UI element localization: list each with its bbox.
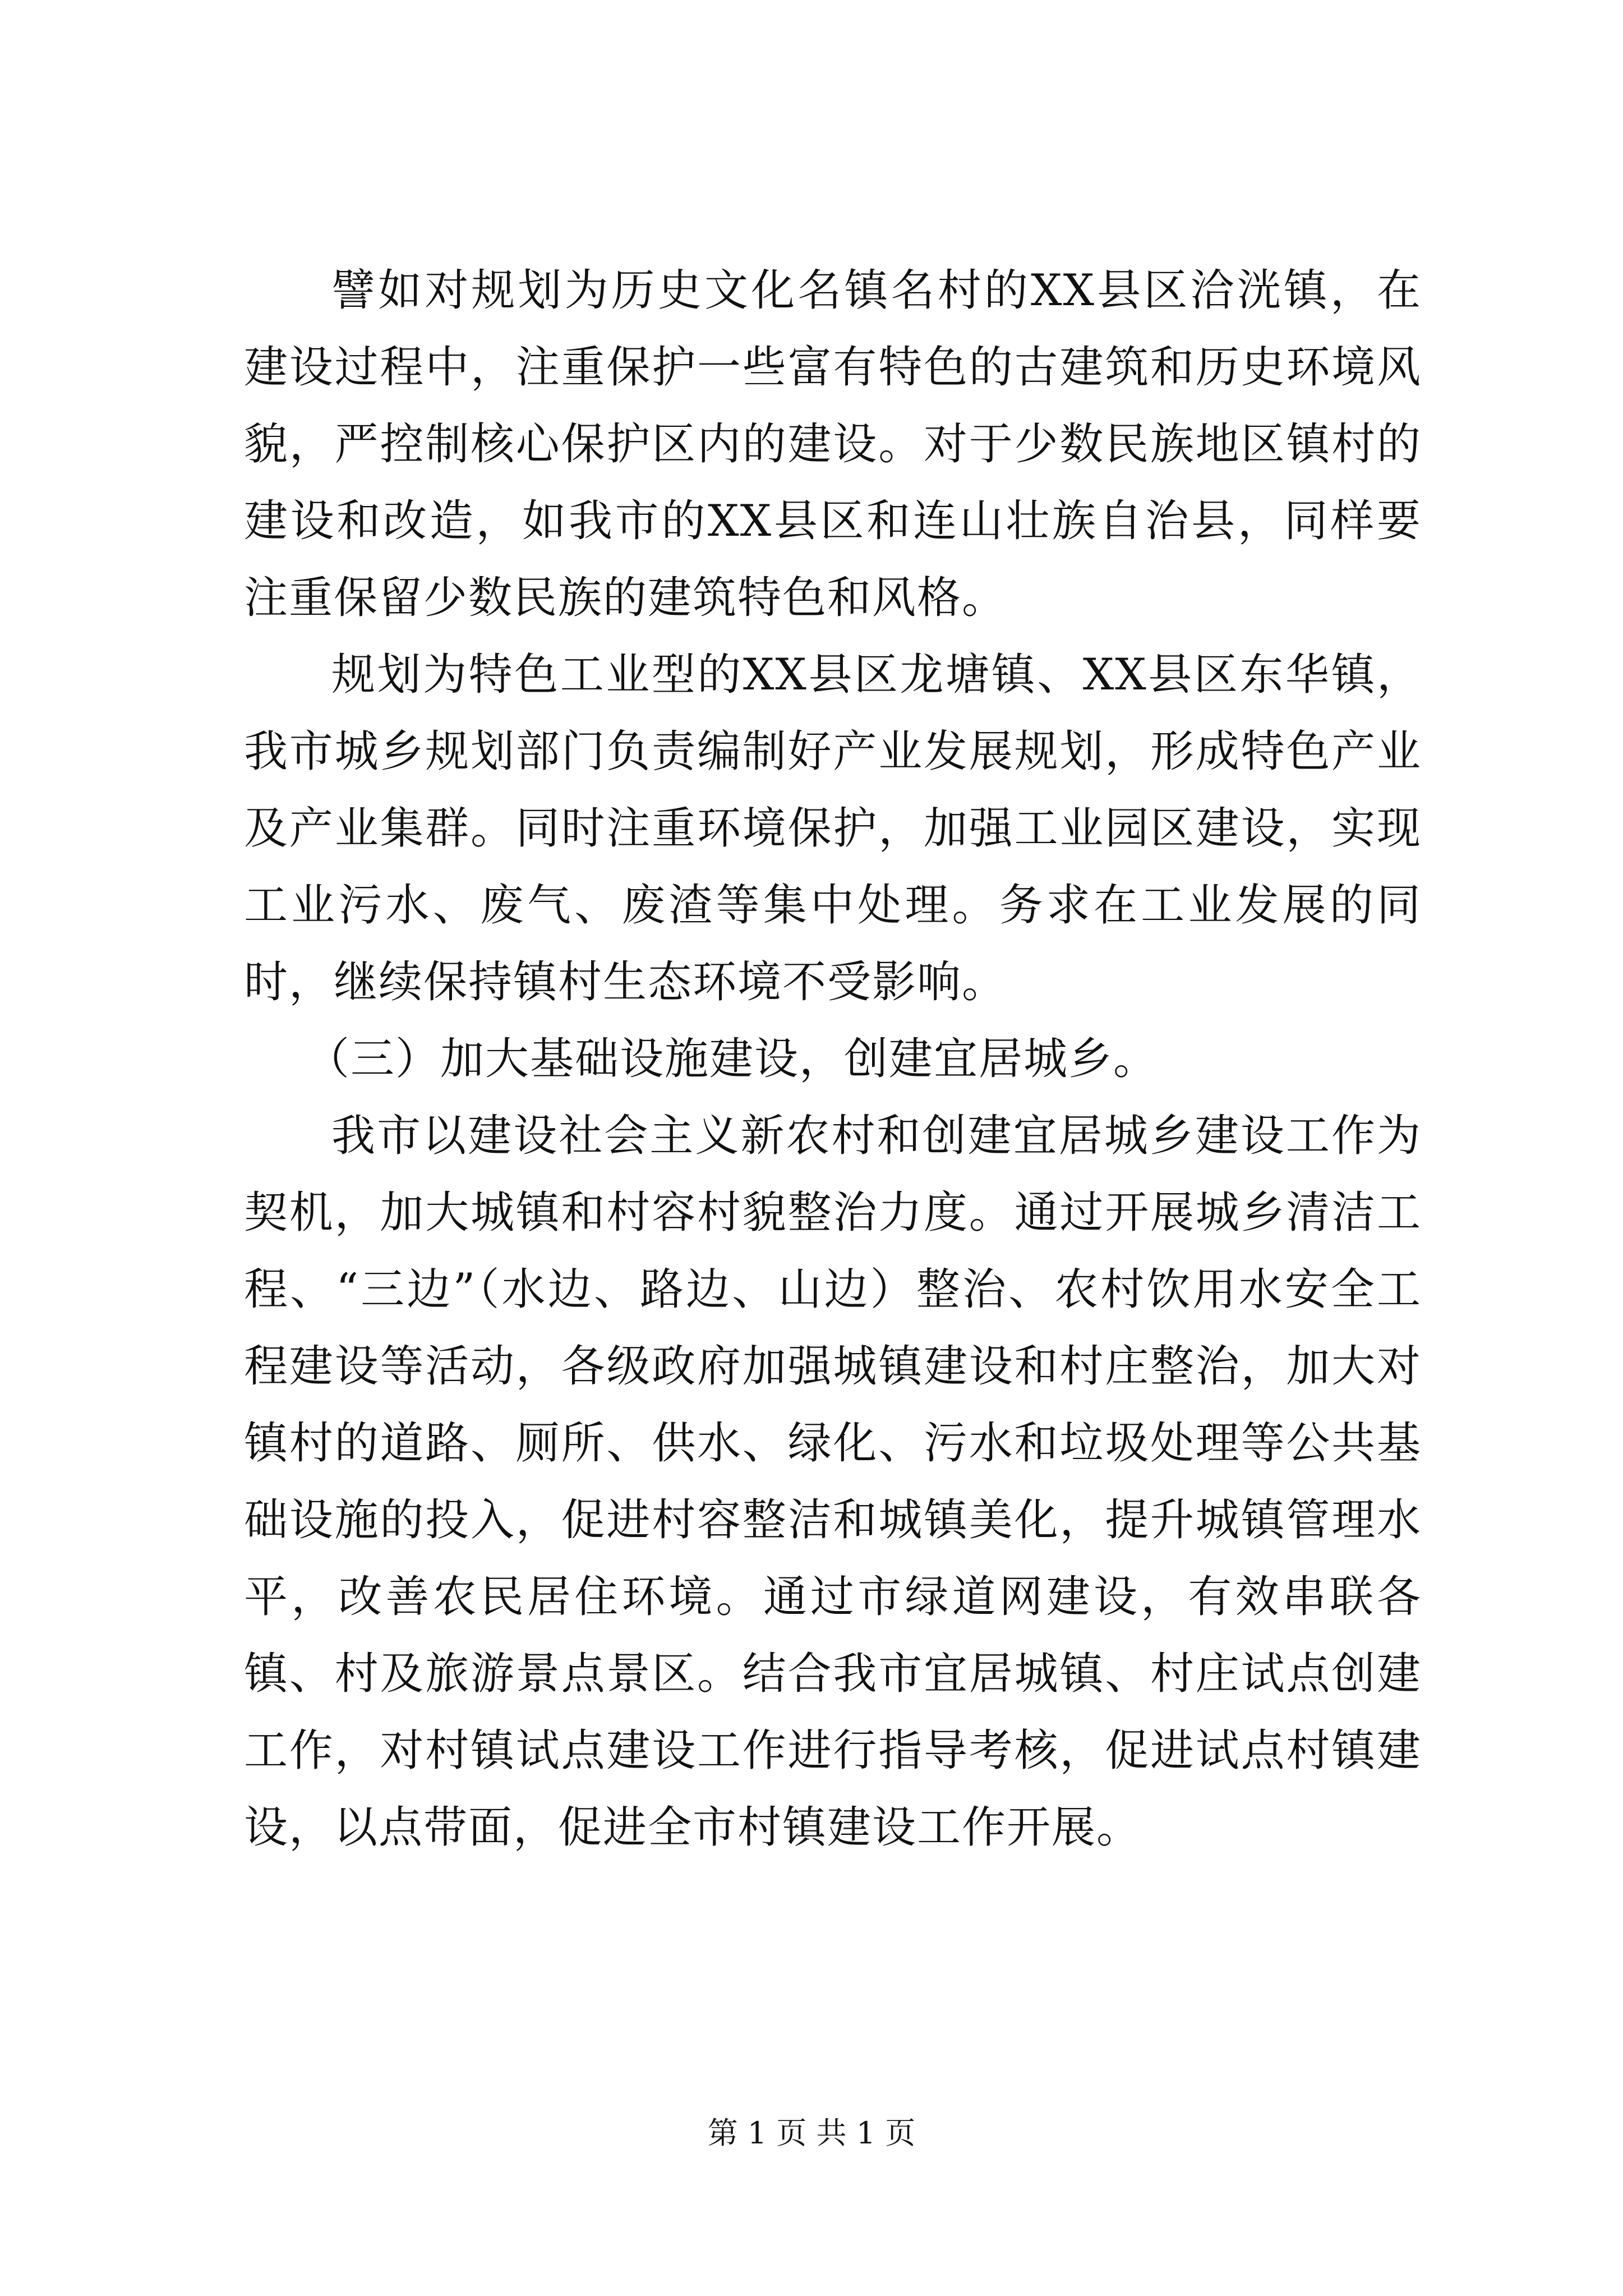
paragraph-heritage-towns: 譬如对规划为历史文化名镇名村的XX县区洽洸镇，在建设过程中，注重保护一些富有特色的古建筑和历史环境风貌，严控制核心保护区内的建设。对于少数民族地区镇村的建设和改造，如我市的XX县区和连山壮族自治县，同样要注重保留少数民族的建筑特色和风格。 [244, 265, 1422, 623]
paragraph-industrial-towns: 规划为特色工业型的XX县区龙塘镇、XX县区东华镇，我市城乡规划部门负责编制好产业发展规划，形成特色产业及产业集群。同时注重环境保护，加强工业园区建设，实现工业污水、废气、废渣等集中处理。务求在工业发展的同时，继续保持镇村生态环境不受影响。 [244, 650, 1422, 1007]
section-heading-infrastructure: （三）加大基础设施建设，创建宜居城乡。 [306, 1034, 1159, 1084]
paragraph-livable-cities: 我市以建设社会主义新农村和创建宜居城乡建设工作为契机，加大城镇和村容村貌整治力度。通过开展城乡清洁工程、“三边”（水边、路边、山边）整治、农村饮用水安全工程建设等活动，各级政府加强城镇建设和村庄整治，加大对镇村的道路、厕所、供水、绿化、污水和垃圾处理等公共基础设施的投入，促进村容整洁和城镇美化，提升城镇管理水平，改善农民居住环境。通过市绿道网建设，有效串联各镇、村及旅游景点景区。结合我市宜居城镇、村庄试点创建工作，对村镇试点建设工作进行指导考核，促进试点村镇建设，以点带面，促进全市村镇建设工作开展。 [244, 1111, 1422, 1853]
page-footer: 第 1 页 共 1 页 [707, 2115, 916, 2151]
document-body [244, 252, 1422, 1866]
